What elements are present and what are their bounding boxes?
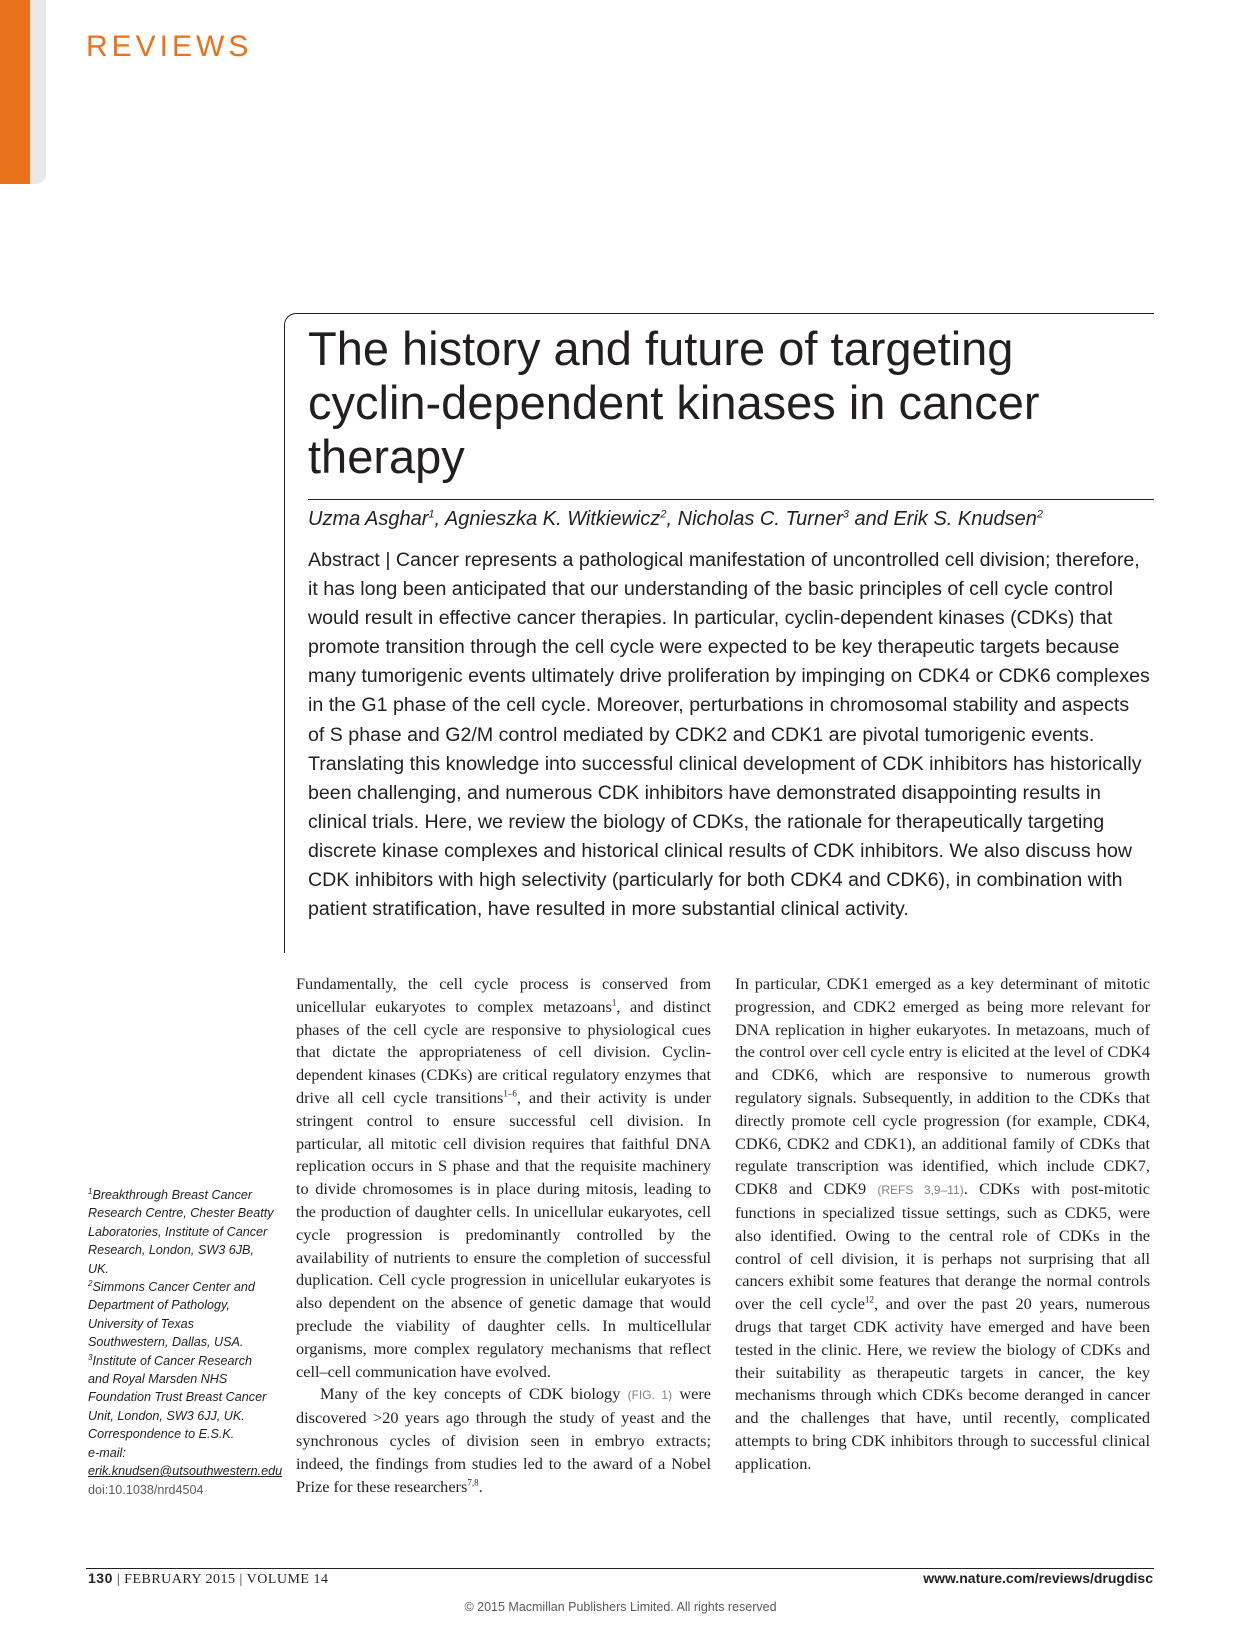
figure-reference[interactable]: (FIG. 1) xyxy=(627,1388,673,1403)
email-label: e-mail: xyxy=(88,1445,126,1460)
footer-issue-info xyxy=(88,1570,329,1588)
email-line xyxy=(88,1444,283,1481)
body-text: In particular, CDK1 emerged as a key determinant of mitotic progression, and CDK2 emerged as being more relevant for DNA replication in higher eukaryotes. In metazoans, much of the control over cell cycle entry is elicited at the level of CDK4 and CDK6, which are responsive to numerous growth regulatory signals. Subsequently, in addition to the CDKs that directly promote cell cycle progression (for example, CDK4, CDK6, CDK2 and CDK1), an additional family of CDKs that regulate transcription was identified, which include CDK7, CDK8 and CDK9 xyxy=(735,974,1150,1199)
body-text: . xyxy=(478,1476,483,1496)
body-text: were discovered >20 years ago through the study of yeast and the synchronous cycles of division seen in embryo extracts; indeed, the findings from studies led to the award of a Nobel Prize for these researchers xyxy=(296,1384,711,1496)
author-affiliation-mark: 2 xyxy=(660,508,667,521)
journal-url[interactable]: www.nature.com/reviews/drugdisc xyxy=(923,1570,1153,1586)
body-text: Many of the key concepts of CDK biology xyxy=(320,1384,628,1404)
author-name: Uzma Asghar xyxy=(308,508,429,530)
section-label: REVIEWS xyxy=(86,30,253,63)
affiliation xyxy=(88,1352,274,1426)
author-name: Agnieszka K. Witkiewicz xyxy=(444,508,661,530)
affiliations-sidebar xyxy=(88,1186,283,1499)
affiliation-text: Simmons Cancer Center and Department of Pathology, University of Texas Southwestern, Dallas, USA. xyxy=(88,1280,255,1350)
author-list xyxy=(308,508,1168,531)
footer-rule xyxy=(86,1568,1154,1569)
issue-info: | FEBRUARY 2015 | VOLUME 14 xyxy=(112,1572,329,1587)
affiliation-number: 1 xyxy=(88,1186,93,1196)
citation-superscript[interactable]: 1 xyxy=(611,997,617,1008)
body-text: , and over the past 20 years, numerous drugs that target CDK activity have emerged and have been tested in the clinic. Here, we review the biology of CDKs and their suitability as therapeutic targets in cancer, the key mechanisms through which CDKs become deranged in cancer and the challenges that have, until recently, complicated attempts to bring CDK inhibitors through to successful clinical application. xyxy=(735,1294,1151,1473)
affiliation-text: Institute of Cancer Research and Royal Marsden NHS Foundation Trust Breast Cancer Unit, London, SW3 6JJ, UK. xyxy=(88,1353,267,1423)
citation-superscript[interactable]: 12 xyxy=(865,1294,875,1305)
affiliation-number: 3 xyxy=(88,1352,93,1362)
affiliation xyxy=(88,1186,274,1278)
article-title: The history and future of targeting cyclin-dependent kinases in cancer therapy xyxy=(308,322,1040,483)
correspondence: Correspondence to E.S.K. xyxy=(88,1427,235,1442)
author-separator: and xyxy=(848,508,894,530)
author-separator: , xyxy=(434,508,445,530)
author-name: Nicholas C. Turner xyxy=(677,508,843,530)
section-tab-shadow xyxy=(30,0,46,184)
body-column-right xyxy=(735,973,1150,1476)
body-column-left xyxy=(296,973,711,1498)
body-text: . CDKs with post-mitotic functions in specialized tissue settings, such as CDK5, were also identified. Owing to the central role of CDKs in the control of cell division, it is perhaps not surprising that all cancers exhibit some features that derange the normal controls over the cell cycle xyxy=(735,1179,1150,1314)
copyright-notice: © 2015 Macmillan Publishers Limited. All rights reserved xyxy=(464,1600,777,1614)
affiliation xyxy=(88,1278,274,1352)
author-name: Erik S. Knudsen xyxy=(893,508,1037,530)
author-affiliation-mark: 2 xyxy=(1036,508,1044,521)
affiliation-number: 2 xyxy=(88,1278,93,1288)
email-link[interactable]: erik.knudsen@utsouthwestern.edu xyxy=(88,1464,283,1479)
page-number: 130 xyxy=(88,1570,113,1586)
body-paragraph xyxy=(296,973,711,1383)
references-link[interactable]: (REFS 3,9–11) xyxy=(877,1183,964,1198)
author-separator: , xyxy=(666,508,678,530)
abstract-text: Cancer represents a pathological manifestation of uncontrolled cell division; therefore, it has long been anticipated that our understanding of the basic principles of cell cycle control would result in effective cancer therapies. In particular, cyclin-dependent kinases (CDKs) that promote transition through the cell cycle were expected to be key therapeutic targets because many tumorigenic events ultimately drive proliferation by impinging on CDK4 or CDK6 complexes in the G1 phase of the cell cycle. Moreover, perturbations in chromosomal stability and aspects of S phase and G2/M control mediated by CDK2 and CDK1 are pivotal tumorigenic events. Translating this knowledge into successful clinical development of CDK inhibitors has historically been challenging, and numerous CDK inhibitors have demonstrated disappointing results in clinical trials. Here, we review the biology of CDKs, the rationale for therapeutically targeting discrete kinase complexes and historical clinical results of CDK inhibitors. We also discuss how CDK inhibitors with high selectivity (particularly for both CDK4 and CDK6), in combination with patient stratification, have resulted in more substantial clinical activity. xyxy=(308,549,1150,921)
section-color-tab xyxy=(0,0,30,184)
author-affiliation-mark: 3 xyxy=(842,508,849,521)
doi: doi:10.1038/nrd4504 xyxy=(88,1482,204,1497)
abstract xyxy=(308,546,1150,924)
citation-superscript[interactable]: 1–6 xyxy=(503,1088,517,1099)
author-affiliation-mark: 1 xyxy=(428,508,435,521)
affiliation-text: Breakthrough Breast Cancer Research Centre, Chester Beatty Laboratories, Institute of Cancer Research, London, SW3 6JB, UK. xyxy=(88,1188,274,1276)
body-text: , and their activity is under stringent control to ensure successful cell division. In particular, all mitotic cell division requires that faithful DNA replication occurs in S phase and that the requisite machinery to divide chromosomes is in place during mitosis, leading to the production of daughter cells. In unicellular eukaryotes, cell cycle progression is predominantly controlled by the availability of nutrients to ensure the completion of successful duplication. Cell cycle progression in unicellular eukaryotes is also dependent on the absence of genetic damage that would preclude the viability of daughter cells. In multicellular organisms, more complex regulatory mechanisms that reflect cell–cell communication have evolved. xyxy=(296,1087,711,1381)
body-text: , and distinct phases of the cell cycle are responsive to physiological cues that dictate the appropriateness of cell division. Cyclin-dependent kinases (CDKs) are critical regulatory enzymes that drive all cell cycle transitions xyxy=(296,996,712,1107)
citation-superscript[interactable]: 7,8 xyxy=(467,1477,479,1488)
abstract-label: Abstract | xyxy=(308,549,396,571)
body-paragraph xyxy=(735,973,1150,1476)
body-paragraph xyxy=(296,1383,711,1498)
title-rule xyxy=(308,499,1154,500)
body-text: Fundamentally, the cell cycle process is conserved from unicellular eukaryotes to complex metazoans xyxy=(296,974,711,1016)
